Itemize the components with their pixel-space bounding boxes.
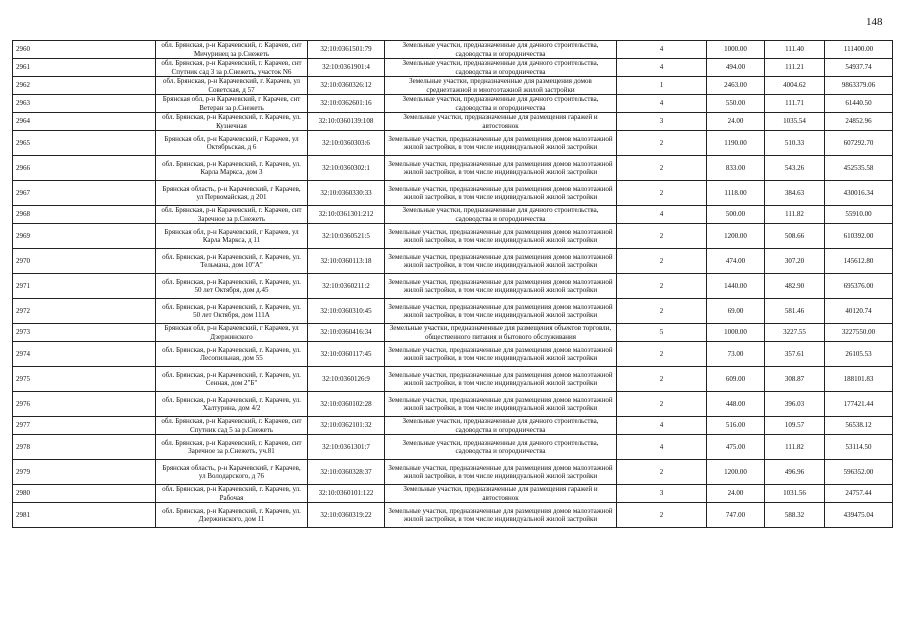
cadastral-value-cell: 56538.12 <box>825 417 893 435</box>
table-row <box>13 77 893 95</box>
use-category-cell: 2 <box>617 131 707 156</box>
land-use-cell: Земельные участки, предназначенные для дачного строительства, садоводства и огородничества <box>385 95 617 113</box>
cadastral-number-cell: 32:10:0360139:108 <box>308 113 385 131</box>
row-number-cell: 2968 <box>13 206 156 224</box>
cadastral-number-cell: 32:10:0360310:45 <box>308 299 385 324</box>
area-cell: 747.00 <box>707 503 765 528</box>
row-number-cell: 2961 <box>13 59 156 77</box>
address-cell: обл. Брянская, р-н Карачевский, г. Карачев, ул. Сенная, дом 2"Б" <box>156 367 308 392</box>
specific-value-cell: 510.33 <box>765 131 825 156</box>
cadastral-value-cell: 439475.04 <box>825 503 893 528</box>
land-use-cell: Земельные участки, предназначенные для размещения домов малоэтажной жилой застройки, в том числе индивидуальной жилой застройки <box>385 156 617 181</box>
area-cell: 494.00 <box>707 59 765 77</box>
address-cell: Брянская обл, р-н Карачевский, г Карачев, ул Карла Маркса, д 11 <box>156 224 308 249</box>
area-cell: 516.00 <box>707 417 765 435</box>
use-category-cell: 4 <box>617 95 707 113</box>
row-number-cell: 2969 <box>13 224 156 249</box>
address-cell: обл. Брянская, р-н Карачевский, г. Карачев, ул. Рабочая <box>156 485 308 503</box>
use-category-cell: 4 <box>617 435 707 460</box>
area-cell: 609.00 <box>707 367 765 392</box>
address-cell: обл. Брянская, р-н Карачевский, г. Карачев, ул. Карла Маркса, дом 3 <box>156 156 308 181</box>
address-cell: обл. Брянская, р-н Карачевский, г. Карачев, ул. Халтурина, дом 4/2 <box>156 392 308 417</box>
land-use-cell: Земельные участки, предназначенные для размещения домов малоэтажной жилой застройки, в том числе индивидуальной жилой застройки <box>385 131 617 156</box>
specific-value-cell: 1031.56 <box>765 485 825 503</box>
area-cell: 833.00 <box>707 156 765 181</box>
specific-value-cell: 111.40 <box>765 41 825 59</box>
address-cell: обл. Брянская, р-н Карачевский, г. Карачев, снт Заречное за р.Снежеть <box>156 206 308 224</box>
table-row <box>13 367 893 392</box>
address-cell: Брянская область, р-н Карачевский, г Карачев, ул Володарского, д 76 <box>156 460 308 485</box>
page-number: 148 <box>866 16 883 28</box>
table-row <box>13 131 893 156</box>
specific-value-cell: 109.57 <box>765 417 825 435</box>
use-category-cell: 2 <box>617 503 707 528</box>
use-category-cell: 2 <box>617 181 707 206</box>
address-cell: обл. Брянская, р-н Карачевский, г. Карачев, ул. Лесопильная, дом 55 <box>156 342 308 367</box>
cadastral-value-cell: 695376.00 <box>825 274 893 299</box>
table-row <box>13 113 893 131</box>
cadastral-number-cell: 32:10:0360211:2 <box>308 274 385 299</box>
land-use-cell: Земельные участки, предназначенные для размещения объектов торговли, общественного питания и бытового обслуживания <box>385 324 617 342</box>
land-use-cell: Земельные участки, предназначенные для размещения домов малоэтажной жилой застройки, в том числе индивидуальной жилой застройки <box>385 342 617 367</box>
specific-value-cell: 307.20 <box>765 249 825 274</box>
cadastral-number-cell: 32:10:0360416:34 <box>308 324 385 342</box>
cadastral-number-cell: 32:10:0360326:12 <box>308 77 385 95</box>
cadastral-value-cell: 430016.34 <box>825 181 893 206</box>
cadastral-number-cell: 32:10:0360302:1 <box>308 156 385 181</box>
address-cell: Брянская обл, р-н Карачевский, г Карачев, снт Ветеран за р.Снежеть <box>156 95 308 113</box>
land-use-cell: Земельные участки, предназначенные для дачного строительства, садоводства и огородничества <box>385 59 617 77</box>
address-cell: обл. Брянская, р-н Карачевский, г. Карачев, ул. 50 лет Октября, дом 111А <box>156 299 308 324</box>
area-cell: 474.00 <box>707 249 765 274</box>
cadastral-number-cell: 32:10:0361301:7 <box>308 435 385 460</box>
address-cell: обл. Брянская, р-н Карачевский, г. Карачев, снт Заречное за р.Снежеть, уч.81 <box>156 435 308 460</box>
cadastral-value-cell: 111400.00 <box>825 41 893 59</box>
area-cell: 1440.00 <box>707 274 765 299</box>
address-cell: обл. Брянская, р-н Карачевский, г. Карачев, ул. Дзержинского, дом 11 <box>156 503 308 528</box>
table-row <box>13 156 893 181</box>
table-row <box>13 181 893 206</box>
cadastral-value-cell: 9863379.06 <box>825 77 893 95</box>
row-number-cell: 2960 <box>13 41 156 59</box>
area-cell: 24.00 <box>707 113 765 131</box>
use-category-cell: 2 <box>617 367 707 392</box>
land-use-cell: Земельные участки, предназначенные для дачного строительства, садоводства и огородничества <box>385 206 617 224</box>
cadastral-value-cell: 55910.00 <box>825 206 893 224</box>
address-cell: обл. Брянская, р-н Карачевский, г. Карачев, ул. 50 лет Октября, дом д.45 <box>156 274 308 299</box>
cadastral-value-cell: 3227550.00 <box>825 324 893 342</box>
land-use-cell: Земельные участки, предназначенные для размещения домов малоэтажной жилой застройки, в том числе индивидуальной жилой застройки <box>385 274 617 299</box>
use-category-cell: 2 <box>617 224 707 249</box>
table-row <box>13 41 893 59</box>
cadastral-value-cell: 26105.53 <box>825 342 893 367</box>
specific-value-cell: 111.82 <box>765 435 825 460</box>
land-use-cell: Земельные участки, предназначенные для размещения домов среднеэтажной и многоэтажной жилой застройки <box>385 77 617 95</box>
table-row <box>13 59 893 77</box>
table-row <box>13 503 893 528</box>
specific-value-cell: 581.46 <box>765 299 825 324</box>
specific-value-cell: 496.96 <box>765 460 825 485</box>
cadastral-number-cell: 32:10:0362601:16 <box>308 95 385 113</box>
area-cell: 475.00 <box>707 435 765 460</box>
row-number-cell: 2962 <box>13 77 156 95</box>
table-row <box>13 299 893 324</box>
cadastral-value-cell: 53114.50 <box>825 435 893 460</box>
row-number-cell: 2963 <box>13 95 156 113</box>
specific-value-cell: 4004.62 <box>765 77 825 95</box>
use-category-cell: 2 <box>617 156 707 181</box>
land-use-cell: Земельные участки, предназначенные для дачного строительства, садоводства и огородничества <box>385 417 617 435</box>
area-cell: 1000.00 <box>707 324 765 342</box>
specific-value-cell: 111.21 <box>765 59 825 77</box>
specific-value-cell: 3227.55 <box>765 324 825 342</box>
cadastral-value-cell: 54937.74 <box>825 59 893 77</box>
address-cell: обл. Брянская, р-н Карачевский, г. Карачев, снт Спутник сад 5 за р.Снежеть <box>156 417 308 435</box>
use-category-cell: 2 <box>617 274 707 299</box>
cadastral-number-cell: 32:10:0360101:122 <box>308 485 385 503</box>
specific-value-cell: 543.26 <box>765 156 825 181</box>
cadastral-value-cell: 24852.96 <box>825 113 893 131</box>
address-cell: Брянская область, р-н Карачевский, г Карачев, ул Первомайская, д 201 <box>156 181 308 206</box>
address-cell: Брянская обл, р-н Карачевский, г Карачев, ул Дзержинского <box>156 324 308 342</box>
table-body <box>13 41 893 528</box>
use-category-cell: 4 <box>617 417 707 435</box>
area-cell: 500.00 <box>707 206 765 224</box>
row-number-cell: 2977 <box>13 417 156 435</box>
table-row <box>13 95 893 113</box>
land-use-cell: Земельные участки, предназначенные для размещения гаражей и автостоянок <box>385 113 617 131</box>
use-category-cell: 3 <box>617 485 707 503</box>
row-number-cell: 2976 <box>13 392 156 417</box>
land-use-cell: Земельные участки, предназначенные для размещения домов малоэтажной жилой застройки, в том числе индивидуальной жилой застройки <box>385 299 617 324</box>
specific-value-cell: 1035.54 <box>765 113 825 131</box>
use-category-cell: 2 <box>617 299 707 324</box>
cadastral-number-cell: 32:10:0360126:9 <box>308 367 385 392</box>
table-row <box>13 417 893 435</box>
land-use-cell: Земельные участки, предназначенные для размещения домов малоэтажной жилой застройки, в том числе индивидуальной жилой застройки <box>385 249 617 274</box>
cadastral-value-cell: 24757.44 <box>825 485 893 503</box>
address-cell: обл. Брянская, р-н Карачевский, г. Карачев, ул. Кузнечная <box>156 113 308 131</box>
row-number-cell: 2964 <box>13 113 156 131</box>
land-use-cell: Земельные участки, предназначенные для дачного строительства, садоводства и огородничества <box>385 41 617 59</box>
area-cell: 73.00 <box>707 342 765 367</box>
land-use-cell: Земельные участки, предназначенные для дачного строительства, садоводства и огородничества <box>385 435 617 460</box>
specific-value-cell: 308.87 <box>765 367 825 392</box>
table-row <box>13 249 893 274</box>
area-cell: 1200.00 <box>707 224 765 249</box>
use-category-cell: 4 <box>617 206 707 224</box>
area-cell: 1000.00 <box>707 41 765 59</box>
area-cell: 69.00 <box>707 299 765 324</box>
row-number-cell: 2975 <box>13 367 156 392</box>
table-row <box>13 342 893 367</box>
row-number-cell: 2965 <box>13 131 156 156</box>
cadastral-number-cell: 32:10:0361901:4 <box>308 59 385 77</box>
land-use-cell: Земельные участки, предназначенные для размещения домов малоэтажной жилой застройки, в том числе индивидуальной жилой застройки <box>385 460 617 485</box>
cadastral-value-cell: 607292.70 <box>825 131 893 156</box>
table-row <box>13 435 893 460</box>
row-number-cell: 2978 <box>13 435 156 460</box>
table-row <box>13 224 893 249</box>
cadastral-value-cell: 452535.58 <box>825 156 893 181</box>
cadastral-value-cell: 596352.00 <box>825 460 893 485</box>
row-number-cell: 2980 <box>13 485 156 503</box>
specific-value-cell: 508.66 <box>765 224 825 249</box>
row-number-cell: 2974 <box>13 342 156 367</box>
land-use-cell: Земельные участки, предназначенные для размещения домов малоэтажной жилой застройки, в том числе индивидуальной жилой застройки <box>385 392 617 417</box>
use-category-cell: 1 <box>617 77 707 95</box>
table-row <box>13 324 893 342</box>
row-number-cell: 2979 <box>13 460 156 485</box>
specific-value-cell: 357.61 <box>765 342 825 367</box>
area-cell: 448.00 <box>707 392 765 417</box>
table-row <box>13 206 893 224</box>
address-cell: обл. Брянская, р-н Карачевский, г. Карачев, снт Спутник сад 3 за р.Снежеть, участок N6 <box>156 59 308 77</box>
cadastral-number-cell: 32:10:0362101:32 <box>308 417 385 435</box>
cadastral-number-cell: 32:10:0360328:37 <box>308 460 385 485</box>
cadastral-number-cell: 32:10:0361301:212 <box>308 206 385 224</box>
cadastral-number-cell: 32:10:0360330:33 <box>308 181 385 206</box>
specific-value-cell: 111.71 <box>765 95 825 113</box>
cadastral-number-cell: 32:10:0360113:18 <box>308 249 385 274</box>
table-row <box>13 392 893 417</box>
use-category-cell: 2 <box>617 342 707 367</box>
row-number-cell: 2971 <box>13 274 156 299</box>
specific-value-cell: 384.63 <box>765 181 825 206</box>
specific-value-cell: 111.82 <box>765 206 825 224</box>
specific-value-cell: 588.32 <box>765 503 825 528</box>
table-row <box>13 460 893 485</box>
cadastral-value-cell: 145612.80 <box>825 249 893 274</box>
area-cell: 1118.00 <box>707 181 765 206</box>
area-cell: 550.00 <box>707 95 765 113</box>
use-category-cell: 4 <box>617 59 707 77</box>
cadastral-number-cell: 32:10:0361501:79 <box>308 41 385 59</box>
cadastral-value-cell: 40120.74 <box>825 299 893 324</box>
address-cell: Брянская обл, р-н Карачевский, г Карачев, ул Октябрьская, д 6 <box>156 131 308 156</box>
cadastral-value-cell: 177421.44 <box>825 392 893 417</box>
table-row <box>13 274 893 299</box>
use-category-cell: 4 <box>617 41 707 59</box>
specific-value-cell: 396.03 <box>765 392 825 417</box>
area-cell: 1200.00 <box>707 460 765 485</box>
use-category-cell: 5 <box>617 324 707 342</box>
cadastral-number-cell: 32:10:0360521:5 <box>308 224 385 249</box>
area-cell: 2463.00 <box>707 77 765 95</box>
cadastral-value-cell: 61440.50 <box>825 95 893 113</box>
land-registry-table <box>12 40 893 528</box>
use-category-cell: 2 <box>617 392 707 417</box>
address-cell: обл. Брянская, р-н Карачевский, г. Карачев, ул. Тельмана, дом 10"А" <box>156 249 308 274</box>
cadastral-number-cell: 32:10:0360117:45 <box>308 342 385 367</box>
address-cell: обл. Брянская, р-н Карачевский, г. Карачев, снт Мичуринец за р.Снежеть <box>156 41 308 59</box>
land-use-cell: Земельные участки, предназначенные для размещения домов малоэтажной жилой застройки, в том числе индивидуальной жилой застройки <box>385 367 617 392</box>
row-number-cell: 2972 <box>13 299 156 324</box>
address-cell: обл. Брянская, р-н Карачевский, г. Карачев, ул Советская, д 57 <box>156 77 308 95</box>
specific-value-cell: 482.90 <box>765 274 825 299</box>
land-use-cell: Земельные участки, предназначенные для размещения домов малоэтажной жилой застройки, в том числе индивидуальной жилой застройки <box>385 224 617 249</box>
row-number-cell: 2973 <box>13 324 156 342</box>
cadastral-value-cell: 188101.83 <box>825 367 893 392</box>
cadastral-number-cell: 32:10:0360303:6 <box>308 131 385 156</box>
cadastral-number-cell: 32:10:0360102:28 <box>308 392 385 417</box>
land-use-cell: Земельные участки, предназначенные для размещения гаражей и автостоянок <box>385 485 617 503</box>
row-number-cell: 2967 <box>13 181 156 206</box>
land-use-cell: Земельные участки, предназначенные для размещения домов малоэтажной жилой застройки, в том числе индивидуальной жилой застройки <box>385 181 617 206</box>
area-cell: 24.00 <box>707 485 765 503</box>
cadastral-value-cell: 610392.00 <box>825 224 893 249</box>
row-number-cell: 2966 <box>13 156 156 181</box>
use-category-cell: 2 <box>617 460 707 485</box>
land-use-cell: Земельные участки, предназначенные для размещения домов малоэтажной жилой застройки, в том числе индивидуальной жилой застройки <box>385 503 617 528</box>
use-category-cell: 3 <box>617 113 707 131</box>
area-cell: 1190.00 <box>707 131 765 156</box>
row-number-cell: 2981 <box>13 503 156 528</box>
use-category-cell: 2 <box>617 249 707 274</box>
table-row <box>13 485 893 503</box>
cadastral-number-cell: 32:10:0360319:22 <box>308 503 385 528</box>
row-number-cell: 2970 <box>13 249 156 274</box>
